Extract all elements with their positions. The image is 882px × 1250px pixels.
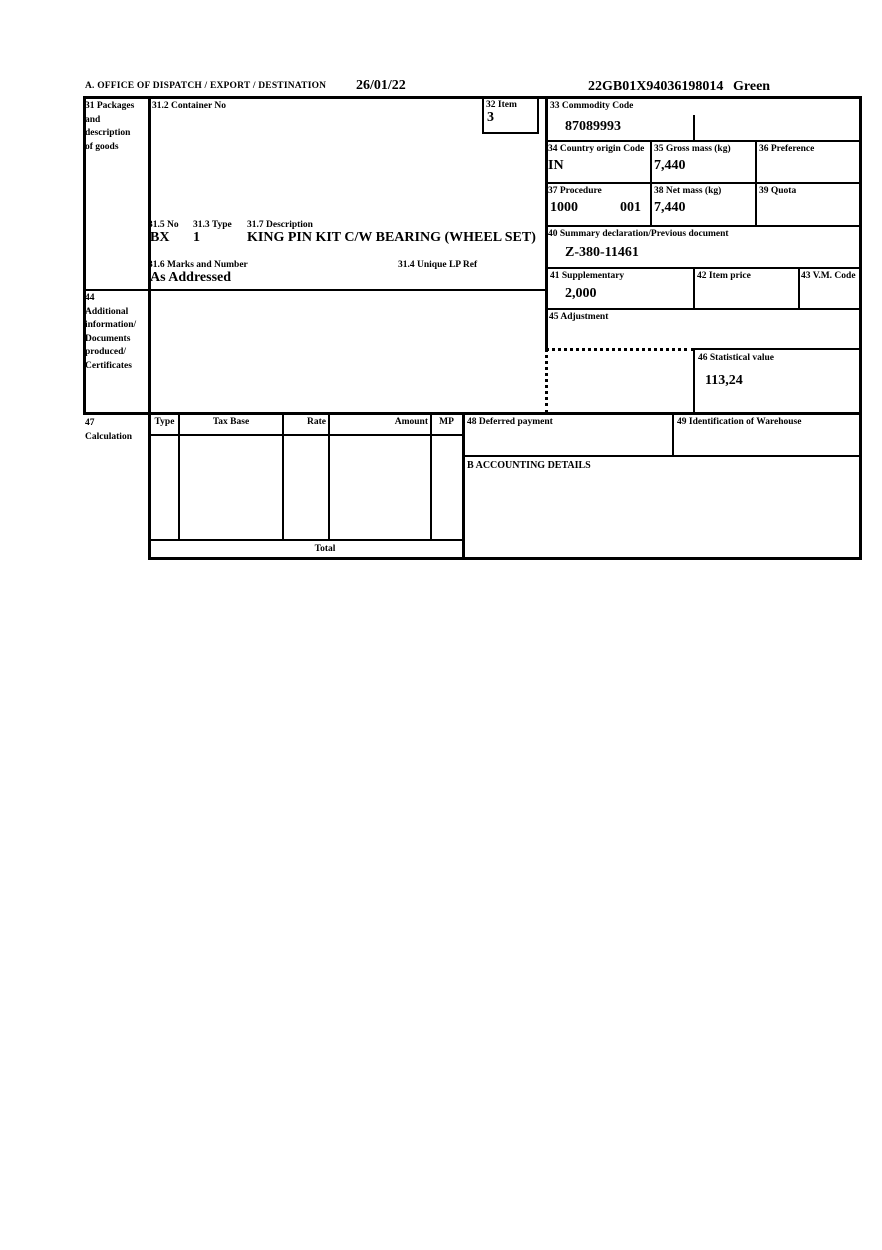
procedure-value-1: 1000	[550, 200, 578, 215]
box44-label-line3: information/	[85, 320, 137, 330]
country-origin-label: 34 Country origin Code	[548, 144, 645, 154]
adjustment-dotted-bottom-border	[545, 348, 695, 351]
box31-label-line1: 31 Packages	[85, 101, 135, 111]
item-price-label: 42 Item price	[697, 271, 751, 281]
calc-header-mp: MP	[439, 417, 454, 427]
calc-col-rate-right	[328, 412, 330, 539]
col-divider-35-36	[755, 140, 757, 225]
box44-label-line1: 44	[85, 293, 95, 303]
calc-header-bottom	[148, 434, 465, 436]
preference-label: 36 Preference	[759, 144, 815, 154]
marks-and-number-label: 31.6 Marks and Number	[148, 260, 248, 270]
calc-col-taxbase-right	[282, 412, 284, 539]
packages-type-value: 1	[193, 230, 200, 245]
deferred-payment-label: 48 Deferred payment	[467, 417, 553, 427]
accounting-details-label: B ACCOUNTING DETAILS	[467, 460, 591, 471]
summary-declaration-label: 40 Summary declaration/Previous document	[548, 229, 729, 239]
procedure-value-2: 001	[620, 200, 641, 215]
warehouse-id-label: 49 Identification of Warehouse	[677, 417, 802, 427]
office-of-dispatch-label: A. OFFICE OF DISPATCH / EXPORT / DESTINATION	[85, 81, 327, 91]
row-37-bottom	[545, 225, 862, 227]
adjustment-label: 45 Adjustment	[549, 312, 609, 322]
box44-label-line4: Documents	[85, 333, 131, 344]
goods-box-bottom-border	[83, 289, 548, 291]
procedure-label: 37 Procedure	[548, 186, 602, 196]
item-number-value: 3	[487, 110, 494, 125]
box44-label	[85, 292, 136, 373]
box44-label-line5: produced/	[85, 347, 127, 357]
box31-label-line3: description	[85, 128, 131, 138]
marks-and-number-value: As Addressed	[150, 270, 232, 285]
supplementary-value: 2,000	[565, 286, 597, 301]
calc-header-taxbase: Tax Base	[212, 417, 250, 427]
accounting-box-top	[462, 455, 862, 457]
col-divider-41-42	[693, 267, 695, 308]
vm-code-label: 43 V.M. Code	[801, 271, 856, 281]
statistical-value-value: 113,24	[705, 373, 743, 388]
gross-mass-value: 7,440	[654, 158, 686, 173]
col-divider-48-49	[672, 412, 674, 455]
net-mass-label: 38 Net mass (kg)	[654, 186, 722, 196]
form-bottom-border	[148, 557, 862, 560]
summary-declaration-value: Z-380-11461	[565, 245, 639, 260]
calc-col-type-right	[178, 412, 180, 539]
form-right-border	[859, 96, 862, 560]
quota-label: 39 Quota	[759, 186, 797, 196]
total-label: Total	[314, 544, 336, 554]
box31-label-line2: and	[85, 114, 101, 125]
box44-label-line2: Additional	[85, 306, 129, 317]
box31-label-line4: of goods	[85, 141, 119, 152]
box47-label-line2: Calculation	[85, 431, 132, 442]
box47-label-line1: 47	[85, 418, 95, 428]
box31-label	[85, 100, 134, 154]
col-divider-34-35	[650, 140, 652, 225]
col-divider-42-43	[798, 267, 800, 308]
country-origin-value: IN	[548, 158, 564, 173]
calc-header-type: Type	[154, 417, 175, 427]
container-no-label: 31.2 Container No	[152, 101, 226, 111]
item-number-label: 32 Item	[486, 100, 517, 110]
row-34-bottom	[545, 182, 862, 184]
packages-no-value: BX	[150, 230, 170, 245]
row-41-bottom	[545, 308, 862, 310]
statistical-value-top-border	[693, 348, 862, 350]
row-40-bottom	[545, 267, 862, 269]
description-label: 31.7 Description	[247, 220, 313, 230]
statistical-value-left-border	[693, 348, 695, 412]
box47-label	[85, 417, 132, 444]
declaration-date: 26/01/22	[356, 78, 406, 93]
box44-label-line6: Certificates	[85, 360, 132, 371]
gross-mass-label: 35 Gross mass (kg)	[654, 144, 731, 154]
right-column-divider	[545, 96, 548, 350]
calc-header-rate: Rate	[307, 417, 326, 427]
calc-header-amount: Amount	[394, 417, 428, 427]
calculation-section-top-border	[83, 412, 862, 415]
packages-type-label: 31.3 Type	[193, 220, 232, 230]
commodity-code-value: 87089993	[565, 119, 621, 134]
commodity-code-subdivider	[693, 115, 695, 140]
form-top-border	[83, 96, 862, 99]
adjustment-dotted-left-border	[545, 348, 548, 414]
calc-col-amount-right	[430, 412, 432, 539]
statistical-value-label: 46 Statistical value	[698, 353, 774, 363]
net-mass-value: 7,440	[654, 200, 686, 215]
calc-grid-bottom	[148, 539, 465, 541]
packages-no-label: 31.5 No	[148, 220, 179, 230]
commodity-code-label: 33 Commodity Code	[550, 101, 634, 111]
label-column-divider	[148, 96, 151, 559]
row-33-bottom	[545, 140, 862, 142]
supplementary-label: 41 Supplementary	[550, 271, 625, 281]
unique-lp-ref-label: 31.4 Unique LP Ref	[398, 260, 478, 270]
routing-status: Green	[733, 79, 771, 94]
description-value: KING PIN KIT C/W BEARING (WHEEL SET)	[247, 230, 536, 245]
entry-reference: 22GB01X94036198014	[588, 79, 724, 94]
